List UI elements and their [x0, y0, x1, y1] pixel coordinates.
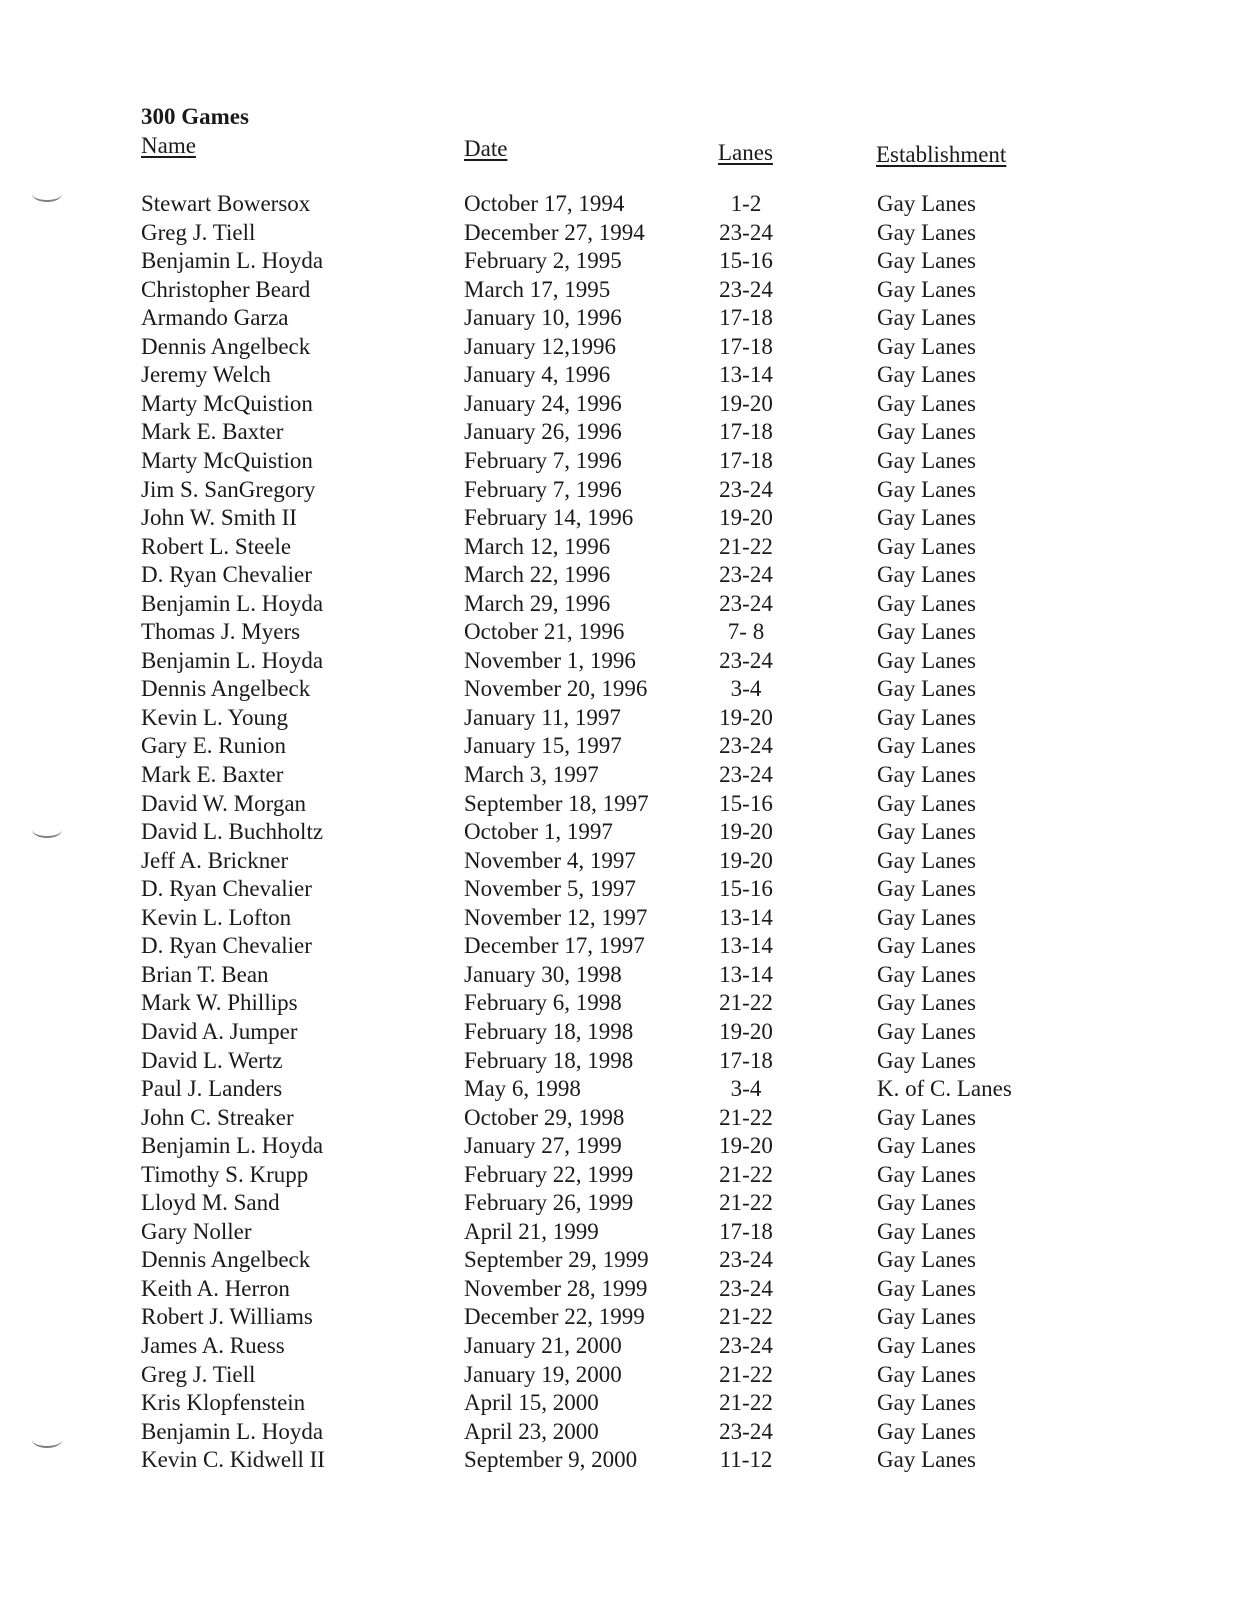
cell-establishment: Gay Lanes — [877, 619, 976, 645]
table-row — [0, 961, 1245, 989]
cell-name: John C. Streaker — [141, 1104, 294, 1130]
table-row — [0, 1275, 1245, 1303]
cell-establishment: Gay Lanes — [877, 419, 976, 445]
cell-lanes: 21-22 — [719, 990, 773, 1016]
cell-date: March 17, 1995 — [464, 276, 611, 302]
cell-name: D. Ryan Chevalier — [141, 562, 312, 588]
cell-name: Dennis Angelbeck — [141, 1247, 311, 1273]
cell-establishment: Gay Lanes — [877, 704, 976, 730]
table-row — [0, 732, 1245, 760]
cell-establishment: Gay Lanes — [877, 847, 976, 873]
cell-establishment: Gay Lanes — [877, 904, 976, 930]
cell-date: November 20, 1996 — [464, 676, 648, 702]
cell-date: January 15, 1997 — [464, 733, 622, 759]
table-row — [0, 1446, 1245, 1474]
table-row — [0, 1361, 1245, 1389]
table-row — [0, 390, 1245, 418]
cell-establishment: Gay Lanes — [877, 819, 976, 845]
cell-establishment: Gay Lanes — [877, 1447, 976, 1473]
cell-name: James A. Ruess — [141, 1333, 285, 1358]
cell-date: October 17, 1994 — [464, 191, 625, 216]
cell-establishment: Gay Lanes — [877, 1218, 976, 1244]
cell-name: David L. Wertz — [141, 1047, 283, 1073]
cell-date: February 7, 1996 — [464, 476, 622, 502]
cell-date: October 1, 1997 — [464, 819, 613, 845]
cell-name: Greg J. Tiell — [141, 1361, 256, 1387]
cell-date: September 18, 1997 — [464, 790, 649, 816]
cell-lanes: 3-4 — [730, 1076, 762, 1102]
cell-establishment: Gay Lanes — [877, 933, 976, 959]
table-row — [0, 1075, 1245, 1103]
cell-name: D. Ryan Chevalier — [141, 876, 312, 902]
table-row — [0, 1218, 1245, 1246]
cell-date: February 2, 1995 — [464, 248, 622, 274]
table-row — [0, 704, 1245, 732]
cell-date: November 28, 1999 — [464, 1275, 648, 1301]
cell-date: September 29, 1999 — [464, 1247, 649, 1273]
cell-date: January 27, 1999 — [464, 1133, 622, 1159]
cell-lanes: 13-14 — [719, 362, 773, 388]
cell-name: Benjamin L. Hoyda — [141, 248, 324, 274]
cell-establishment: Gay Lanes — [877, 219, 976, 245]
cell-establishment: Gay Lanes — [877, 533, 976, 559]
cell-date: May 6, 1998 — [464, 1076, 581, 1102]
cell-date: February 22, 1999 — [464, 1161, 634, 1187]
cell-date: February 7, 1996 — [464, 447, 622, 473]
column-header-lanes: Lanes — [718, 140, 773, 165]
cell-lanes: 7- 8 — [727, 619, 765, 645]
table-row — [0, 618, 1245, 646]
cell-name: Benjamin L. Hoyda — [141, 1418, 324, 1444]
cell-lanes: 19-20 — [719, 505, 773, 531]
column-header-establishment: Establishment — [876, 142, 1007, 167]
table-row — [0, 190, 1245, 218]
cell-lanes: 23-24 — [719, 562, 773, 588]
table-row — [0, 533, 1245, 561]
cell-lanes: 21-22 — [719, 1190, 773, 1216]
table-row — [0, 304, 1245, 332]
cell-lanes: 17-18 — [719, 333, 773, 359]
table-row — [0, 276, 1245, 304]
table-row — [0, 590, 1245, 618]
cell-name: Lloyd M. Sand — [141, 1190, 280, 1216]
cell-date: October 29, 1998 — [464, 1104, 625, 1130]
cell-name: Marty McQuistion — [141, 390, 313, 416]
cell-lanes: 15-16 — [719, 248, 773, 274]
table-row — [0, 504, 1245, 532]
cell-establishment: Gay Lanes — [877, 333, 976, 359]
cell-establishment: Gay Lanes — [877, 447, 976, 473]
table-row — [0, 989, 1245, 1017]
cell-name: Thomas J. Myers — [141, 619, 301, 645]
cell-name: Kevin C. Kidwell II — [141, 1447, 325, 1473]
cell-lanes: 23-24 — [719, 733, 773, 759]
cell-lanes: 17-18 — [719, 419, 773, 445]
cell-lanes: 3-4 — [730, 676, 762, 702]
cell-lanes: 19-20 — [719, 390, 773, 416]
table-row — [0, 247, 1245, 275]
cell-establishment: Gay Lanes — [877, 990, 976, 1016]
cell-establishment: Gay Lanes — [877, 1190, 976, 1216]
cell-name: Greg J. Tiell — [141, 219, 256, 245]
cell-establishment: Gay Lanes — [877, 1418, 976, 1444]
cell-name: Kevin L. Lofton — [141, 904, 292, 930]
cell-name: Stewart Bowersox — [141, 191, 311, 216]
cell-establishment: Gay Lanes — [877, 390, 976, 416]
cell-lanes: 15-16 — [719, 790, 773, 816]
cell-lanes: 21-22 — [719, 1161, 773, 1187]
cell-date: October 21, 1996 — [464, 619, 625, 645]
cell-establishment: Gay Lanes — [877, 676, 976, 702]
cell-date: January 4, 1996 — [464, 362, 611, 388]
table-row — [0, 361, 1245, 389]
cell-date: December 17, 1997 — [464, 933, 645, 959]
cell-lanes: 23-24 — [719, 590, 773, 616]
cell-lanes: 15-16 — [719, 876, 773, 902]
cell-lanes: 21-22 — [719, 1104, 773, 1130]
table-row — [0, 675, 1245, 703]
cell-date: April 15, 2000 — [464, 1390, 599, 1416]
cell-date: December 22, 1999 — [464, 1304, 645, 1330]
cell-lanes: 23-24 — [719, 762, 773, 787]
cell-lanes: 13-14 — [719, 961, 773, 987]
cell-name: D. Ryan Chevalier — [141, 933, 312, 959]
cell-name: Jeff A. Brickner — [141, 847, 289, 873]
cell-establishment: Gay Lanes — [877, 647, 976, 673]
table-row — [0, 1189, 1245, 1217]
cell-lanes: 23-24 — [719, 276, 773, 302]
cell-name: Robert L. Steele — [141, 533, 292, 559]
cell-lanes: 19-20 — [719, 847, 773, 873]
cell-date: March 3, 1997 — [464, 762, 599, 787]
cell-date: January 11, 1997 — [464, 704, 621, 730]
cell-lanes: 23-24 — [719, 476, 773, 502]
cell-establishment: Gay Lanes — [877, 762, 976, 787]
cell-date: November 1, 1996 — [464, 647, 636, 673]
cell-name: Timothy S. Krupp — [141, 1161, 309, 1187]
cell-name: John W. Smith II — [141, 505, 297, 531]
table-row — [0, 647, 1245, 675]
cell-name: Kris Klopfenstein — [141, 1390, 306, 1416]
cell-name: Benjamin L. Hoyda — [141, 1133, 324, 1159]
cell-establishment: Gay Lanes — [877, 362, 976, 388]
cell-establishment: Gay Lanes — [877, 1018, 976, 1044]
cell-establishment: Gay Lanes — [877, 1047, 976, 1073]
cell-lanes: 23-24 — [719, 1418, 773, 1444]
cell-date: February 6, 1998 — [464, 990, 622, 1016]
cell-lanes: 23-24 — [719, 219, 773, 245]
cell-establishment: Gay Lanes — [877, 1361, 976, 1387]
cell-name: Marty McQuistion — [141, 447, 313, 473]
table-row — [0, 447, 1245, 475]
cell-date: November 5, 1997 — [464, 876, 636, 902]
cell-lanes: 19-20 — [719, 1018, 773, 1044]
cell-name: Armando Garza — [141, 305, 289, 331]
cell-establishment: Gay Lanes — [877, 562, 976, 588]
cell-name: Paul J. Landers — [141, 1076, 283, 1102]
table-row — [0, 418, 1245, 446]
cell-lanes: 21-22 — [719, 1390, 773, 1416]
cell-name: Gary E. Runion — [141, 733, 287, 759]
table-row — [0, 1303, 1245, 1331]
cell-name: Dennis Angelbeck — [141, 676, 311, 702]
cell-lanes: 23-24 — [719, 647, 773, 673]
cell-name: Jeremy Welch — [141, 362, 271, 388]
cell-date: April 23, 2000 — [464, 1418, 599, 1444]
cell-name: Robert J. Williams — [141, 1304, 313, 1330]
cell-establishment: Gay Lanes — [877, 1247, 976, 1273]
table-row — [0, 847, 1245, 875]
table-row — [0, 1246, 1245, 1274]
cell-lanes: 19-20 — [719, 704, 773, 730]
cell-date: January 26, 1996 — [464, 419, 622, 445]
cell-establishment: Gay Lanes — [877, 1390, 976, 1416]
cell-establishment: Gay Lanes — [877, 733, 976, 759]
cell-date: February 18, 1998 — [464, 1018, 634, 1044]
cell-date: September 9, 2000 — [464, 1447, 638, 1473]
cell-date: January 24, 1996 — [464, 390, 622, 416]
cell-lanes: 23-24 — [719, 1275, 773, 1301]
cell-establishment: Gay Lanes — [877, 1275, 976, 1301]
cell-date: January 19, 2000 — [464, 1361, 622, 1387]
cell-date: November 12, 1997 — [464, 904, 648, 930]
cell-lanes: 21-22 — [719, 1304, 773, 1330]
cell-lanes: 19-20 — [719, 1133, 773, 1159]
document-title: 300 Games — [141, 104, 249, 129]
cell-establishment: Gay Lanes — [877, 876, 976, 902]
cell-establishment: Gay Lanes — [877, 1304, 976, 1330]
cell-date: April 21, 1999 — [464, 1218, 599, 1244]
cell-name: Jim S. SanGregory — [141, 476, 316, 502]
table-row — [0, 1332, 1245, 1360]
table-row — [0, 790, 1245, 818]
table-row — [0, 476, 1245, 504]
cell-date: January 12,1996 — [464, 333, 617, 359]
column-header-name: Name — [141, 133, 196, 158]
cell-establishment: Gay Lanes — [877, 505, 976, 531]
cell-date: January 21, 2000 — [464, 1333, 622, 1358]
cell-establishment: Gay Lanes — [877, 1333, 976, 1358]
cell-date: November 4, 1997 — [464, 847, 636, 873]
cell-name: Kevin L. Young — [141, 704, 288, 730]
cell-establishment: Gay Lanes — [877, 1104, 976, 1130]
table-row — [0, 1047, 1245, 1075]
cell-lanes: 19-20 — [719, 819, 773, 845]
cell-name: Christopher Beard — [141, 276, 311, 302]
table-row — [0, 1018, 1245, 1046]
cell-establishment: Gay Lanes — [877, 248, 976, 274]
cell-establishment: Gay Lanes — [877, 305, 976, 331]
cell-lanes: 1-2 — [730, 191, 762, 216]
cell-lanes: 13-14 — [719, 933, 773, 959]
table-row — [0, 1161, 1245, 1189]
cell-name: Keith A. Herron — [141, 1275, 290, 1301]
cell-name: David A. Jumper — [141, 1018, 298, 1044]
cell-date: March 22, 1996 — [464, 562, 611, 588]
cell-date: January 30, 1998 — [464, 961, 622, 987]
cell-name: Dennis Angelbeck — [141, 333, 311, 359]
cell-date: February 26, 1999 — [464, 1190, 634, 1216]
cell-name: Benjamin L. Hoyda — [141, 590, 324, 616]
cell-name: Gary Noller — [141, 1218, 252, 1244]
cell-establishment: Gay Lanes — [877, 276, 976, 302]
cell-establishment: Gay Lanes — [877, 1133, 976, 1159]
table-row — [0, 761, 1245, 789]
cell-date: February 14, 1996 — [464, 505, 634, 531]
cell-name: Mark W. Phillips — [141, 990, 298, 1016]
cell-lanes: 21-22 — [719, 1361, 773, 1387]
cell-establishment: Gay Lanes — [877, 1161, 976, 1187]
cell-establishment: Gay Lanes — [877, 476, 976, 502]
cell-establishment: Gay Lanes — [877, 961, 976, 987]
table-row — [0, 904, 1245, 932]
table-row — [0, 333, 1245, 361]
table-row — [0, 1389, 1245, 1417]
table-row — [0, 1132, 1245, 1160]
table-row — [0, 219, 1245, 247]
table-row — [0, 875, 1245, 903]
cell-date: February 18, 1998 — [464, 1047, 634, 1073]
cell-name: Brian T. Bean — [141, 961, 269, 987]
cell-lanes: 17-18 — [719, 305, 773, 331]
cell-establishment: Gay Lanes — [877, 790, 976, 816]
cell-lanes: 21-22 — [719, 533, 773, 559]
cell-lanes: 17-18 — [719, 1218, 773, 1244]
cell-date: March 12, 1996 — [464, 533, 611, 559]
cell-establishment: K. of C. Lanes — [877, 1076, 1012, 1102]
cell-establishment: Gay Lanes — [877, 191, 976, 216]
table-row — [0, 1104, 1245, 1132]
table-row — [0, 818, 1245, 846]
cell-lanes: 23-24 — [719, 1333, 773, 1358]
cell-name: David L. Buchholtz — [141, 819, 324, 845]
cell-lanes: 23-24 — [719, 1247, 773, 1273]
table-row — [0, 932, 1245, 960]
table-row — [0, 1418, 1245, 1446]
cell-name: Mark E. Baxter — [141, 762, 284, 787]
cell-lanes: 17-18 — [719, 447, 773, 473]
cell-date: January 10, 1996 — [464, 305, 622, 331]
cell-name: Mark E. Baxter — [141, 419, 284, 445]
cell-date: March 29, 1996 — [464, 590, 611, 616]
cell-name: Benjamin L. Hoyda — [141, 647, 324, 673]
table-row — [0, 561, 1245, 589]
cell-lanes: 17-18 — [719, 1047, 773, 1073]
cell-lanes: 13-14 — [719, 904, 773, 930]
cell-lanes: 11-12 — [719, 1447, 773, 1473]
cell-date: December 27, 1994 — [464, 219, 645, 245]
cell-name: David W. Morgan — [141, 790, 307, 816]
column-header-date: Date — [464, 136, 508, 161]
cell-establishment: Gay Lanes — [877, 590, 976, 616]
